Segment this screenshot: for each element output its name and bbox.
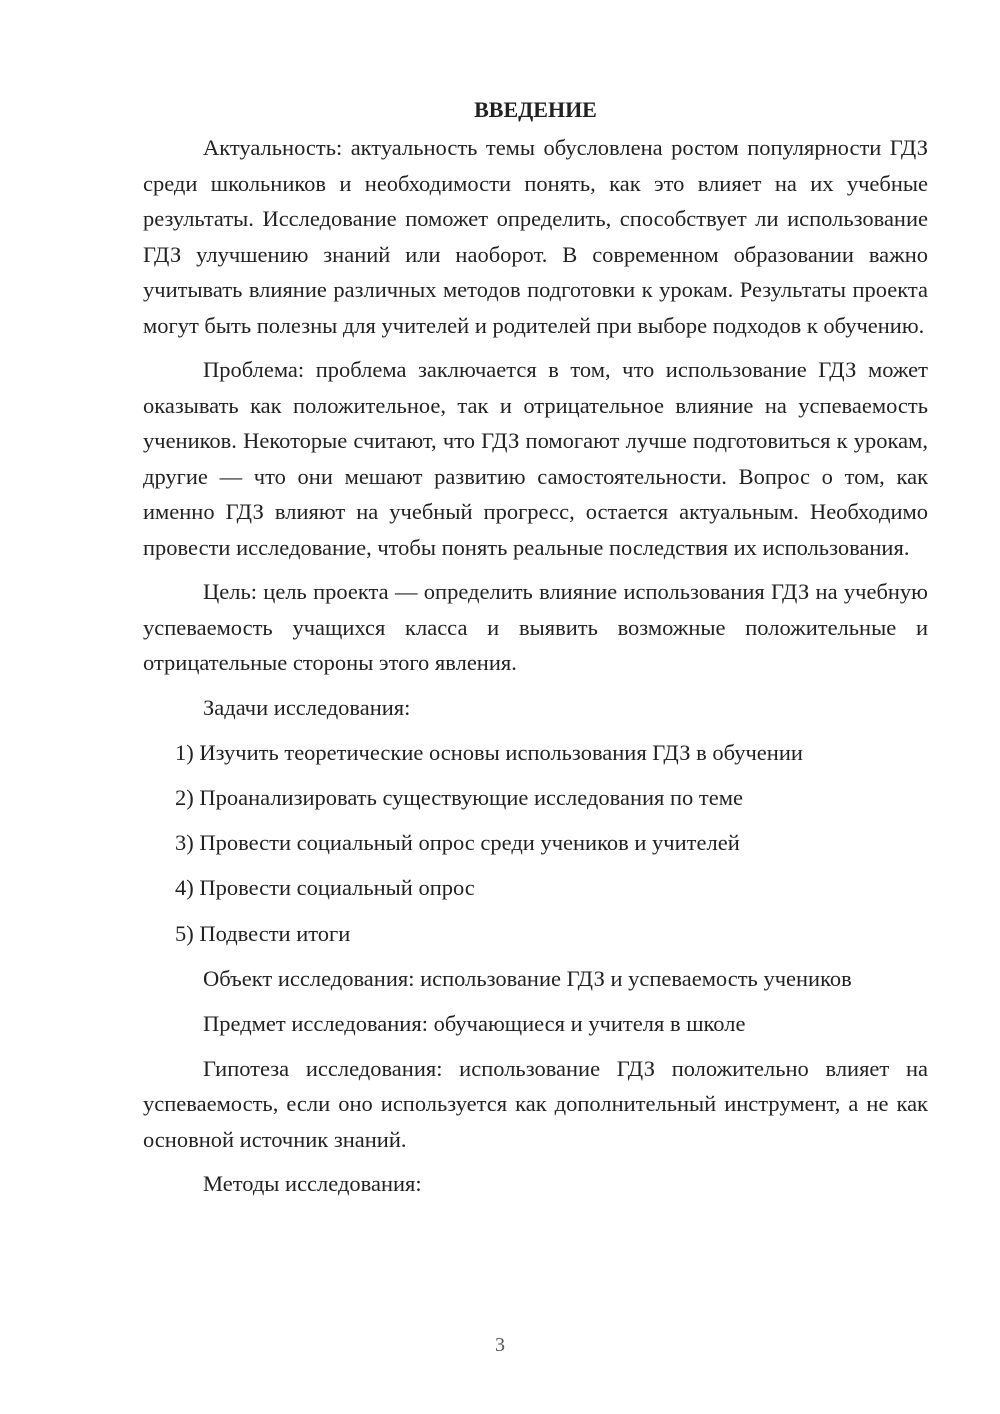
- section-heading: ВВЕДЕНИЕ: [474, 97, 597, 122]
- list-item: 5) Подвести итоги: [175, 920, 351, 946]
- list-item: 4) Провести социальный опрос: [175, 875, 475, 901]
- object-line: Объект исследования: использование ГДЗ и успеваемость учеников: [203, 965, 852, 991]
- goal-paragraph: Цель: цель проекта — определить влияние использования ГДЗ на учебную успеваемость учащихся класса и выявить возможные положительные и отрицательные стороны этого явления.: [143, 579, 928, 675]
- methods-heading: Методы исследования:: [203, 1171, 422, 1197]
- list-item: 1) Изучить теоретические основы использования ГДЗ в обучении: [175, 739, 803, 765]
- relevance-paragraph: Актуальность: актуальность темы обусловлена ростом популярности ГДЗ среди школьников и необходимости понять, как это влияет на их учебные результаты. Исследование поможет определить, способствует ли использование ГДЗ улучшению знаний или наоборот. В современном образовании важно учитывать влияние различных методов подготовки к урокам. Результаты проекта могут быть полезны для учителей и родителей при выборе подходов к обучению.: [143, 135, 928, 338]
- tasks-list: [143, 735, 928, 952]
- list-item: 3) Провести социальный опрос среди учеников и учителей: [175, 830, 740, 856]
- subject-line: Предмет исследования: обучающиеся и учителя в школе: [203, 1010, 746, 1036]
- document-page: [143, 92, 928, 1211]
- problem-paragraph: Проблема: проблема заключается в том, что использование ГДЗ может оказывать как положительное, так и отрицательное влияние на успеваемость учеников. Некоторые считают, что ГДЗ помогают лучше подготовиться к урокам, другие — что они мешают развитию самостоятельности. Вопрос о том, как именно ГДЗ влияют на учебный прогресс, остается актуальным. Необходимо провести исследование, чтобы понять реальные последствия их использования.: [143, 357, 928, 560]
- tasks-heading: Задачи исследования:: [203, 694, 411, 720]
- page-number: 3: [495, 1334, 505, 1356]
- hypothesis-paragraph: Гипотеза исследования: использование ГДЗ положительно влияет на успеваемость, если оно используется как дополнительный инструмент, а не как основной источник знаний.: [143, 1055, 928, 1152]
- list-item: 2) Проанализировать существующие исследования по теме: [175, 784, 743, 810]
